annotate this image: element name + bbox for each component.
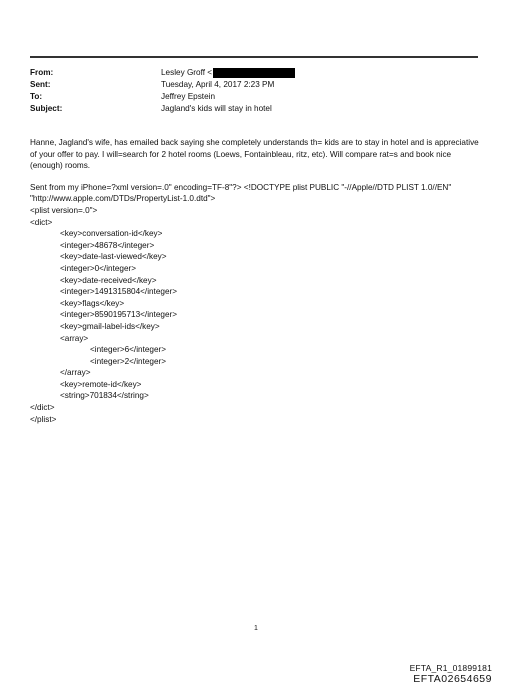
- from-label: From:: [30, 68, 54, 77]
- plist-line: <key>flags</key>: [60, 298, 125, 308]
- plist-line: <dict>: [30, 217, 53, 227]
- plist-line: <integer>1491315804</integer>: [60, 287, 178, 297]
- email-body: [30, 137, 482, 425]
- signature-line: Sent from my iPhone=?xml version=.0" encoding=TF-8"?> <!DOCTYPE plist PUBLIC "-//Apple//DTD PLIST 1.0//EN": [30, 182, 452, 192]
- plist-block: [30, 217, 482, 426]
- header-rule: [30, 56, 478, 58]
- page-number: 1: [254, 625, 258, 632]
- plist-line: <integer>48678</integer>: [60, 240, 155, 250]
- plist-line: <integer>0</integer>: [60, 263, 137, 273]
- redaction-bar: [213, 68, 295, 78]
- plist-line: <integer>6</integer>: [90, 345, 167, 355]
- plist-line: </plist>: [30, 414, 57, 424]
- to-value: Jeffrey Epstein: [161, 92, 216, 101]
- signature-line: <plist version=.0">: [30, 205, 98, 215]
- plist-line: <string>701834</string>: [60, 391, 149, 401]
- signature-line: "http://www.apple.com/DTDs/PropertyList-1.0.dtd">: [30, 194, 216, 204]
- plist-line: <key>gmail-label-ids</key>: [60, 321, 160, 331]
- plist-line: <key>date-received</key>: [60, 275, 157, 285]
- plist-line: <array>: [60, 333, 89, 343]
- to-label: To:: [30, 92, 43, 101]
- to-row: [30, 91, 478, 103]
- bates-stamp-secondary: EFTA02654659: [413, 673, 492, 685]
- from-value: [161, 67, 296, 79]
- from-sender-name: Lesley Groff <: [161, 68, 213, 77]
- signature-block: [30, 182, 482, 217]
- bates-stamp-primary: EFTA_R1_01899181: [409, 663, 492, 673]
- subject-value: Jagland's kids will stay in hotel: [161, 104, 272, 113]
- from-row: [30, 67, 478, 79]
- plist-line: <key>date-last-viewed</key>: [60, 252, 167, 262]
- plist-line: <key>conversation-id</key>: [60, 229, 163, 239]
- plist-line: </dict>: [30, 403, 55, 413]
- sent-label: Sent:: [30, 80, 51, 89]
- plist-line: </array>: [60, 368, 91, 378]
- subject-row: [30, 103, 478, 115]
- plist-line: <key>remote-id</key>: [60, 379, 142, 389]
- sent-value: Tuesday, April 4, 2017 2:23 PM: [161, 80, 275, 89]
- email-header: [30, 67, 478, 115]
- plist-line: <integer>2</integer>: [90, 356, 167, 366]
- plist-line: <integer>8590195713</integer>: [60, 310, 178, 320]
- body-paragraph: Hanne, Jagland's wife, has emailed back saying she completely understands th= kids are to stay in hotel and is appreciative of your offer to pay. I will=search for 2 hotel rooms (Loews, Fontainbleau, ritz, etc). Will compare rat=s and book nice (enough) rooms.: [30, 138, 479, 171]
- sent-row: [30, 79, 478, 91]
- subject-label: Subject:: [30, 104, 63, 113]
